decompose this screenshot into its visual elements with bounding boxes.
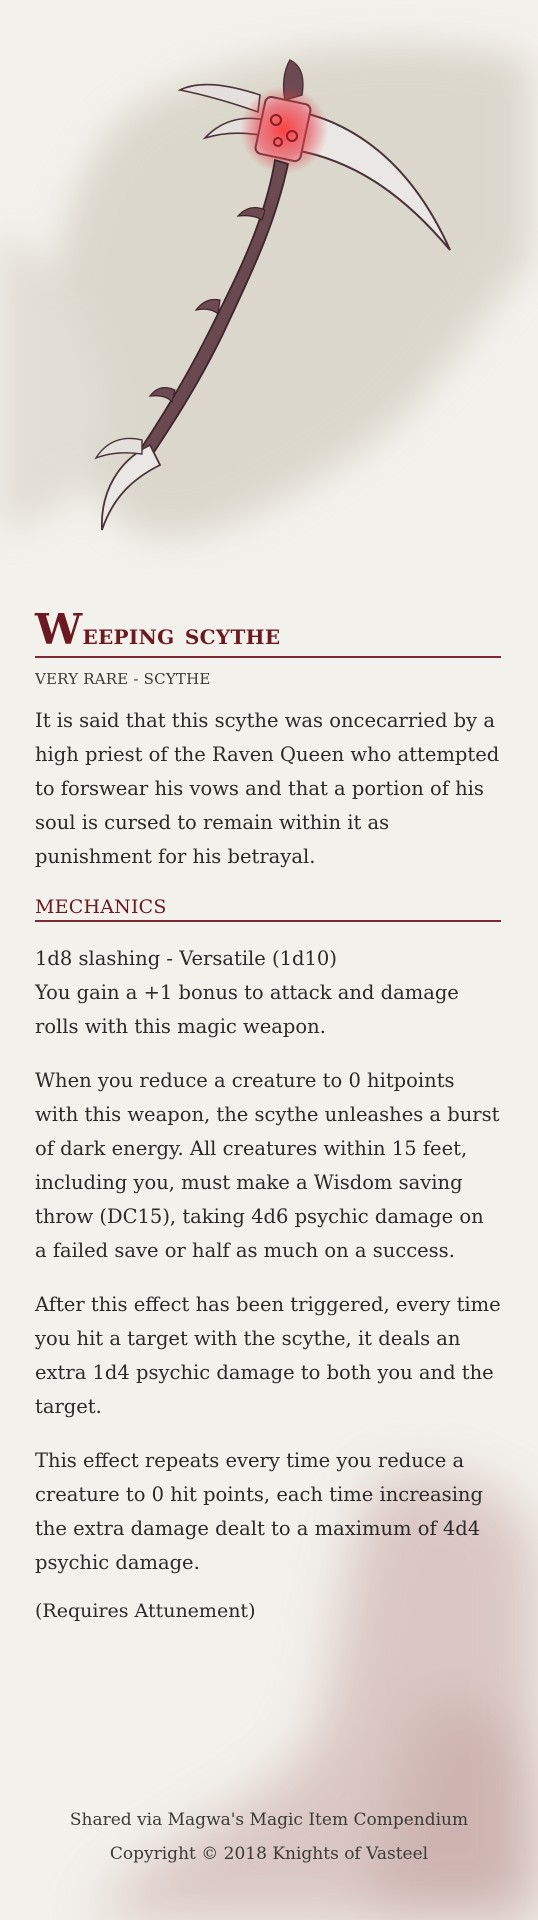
item-description: It is said that this scythe was oncecarried by a high priest of the Raven Queen who attempted to forswear his vows and that a portion of his soul is cursed to remain within it as punishment for his betrayal.	[35, 709, 500, 868]
footer	[0, 1803, 538, 1871]
mechanics-paragraph-extra-damage: After this effect has been triggered, every time you hit a target with the scythe, it deals an extra 1d4 psychic damage to both you and the target.	[35, 1293, 501, 1418]
mechanics-paragraph-burst: When you reduce a creature to 0 hitpoints with this weapon, the scythe unleashes a burst of dark energy. All creatures within 15 feet, including you, must make a Wisdom saving throw (DC15), taking 4d6 psychic damage on a failed save or half as much on a success.	[35, 1069, 500, 1262]
attunement-note: (Requires Attunement)	[35, 1600, 256, 1622]
mechanics-paragraph-repeat: This effect repeats every time you reduce a creature to 0 hit points, each time increasing the extra damage dealt to a maximum of 4d4 psychic damage.	[35, 1449, 483, 1574]
scythe-illustration	[60, 40, 480, 540]
item-title-initial: W	[35, 605, 83, 654]
item-title-rest: eeping scythe	[82, 617, 281, 651]
mechanics-bonus-line: You gain a +1 bonus to attack and damage rolls with this magic weapon.	[35, 981, 459, 1038]
footer-copyright: Copyright © 2018 Knights of Vasteel	[109, 1844, 429, 1864]
mechanics-damage-line: 1d8 slashing - Versatile (1d10)	[35, 947, 337, 970]
item-rarity-type: VERY RARE - SCYTHE	[35, 670, 211, 688]
item-title	[35, 605, 501, 658]
footer-shared: Shared via Magwa's Magic Item Compendium	[69, 1810, 469, 1830]
mechanics-heading: MECHANICS	[35, 896, 501, 922]
item-content	[35, 605, 501, 1626]
